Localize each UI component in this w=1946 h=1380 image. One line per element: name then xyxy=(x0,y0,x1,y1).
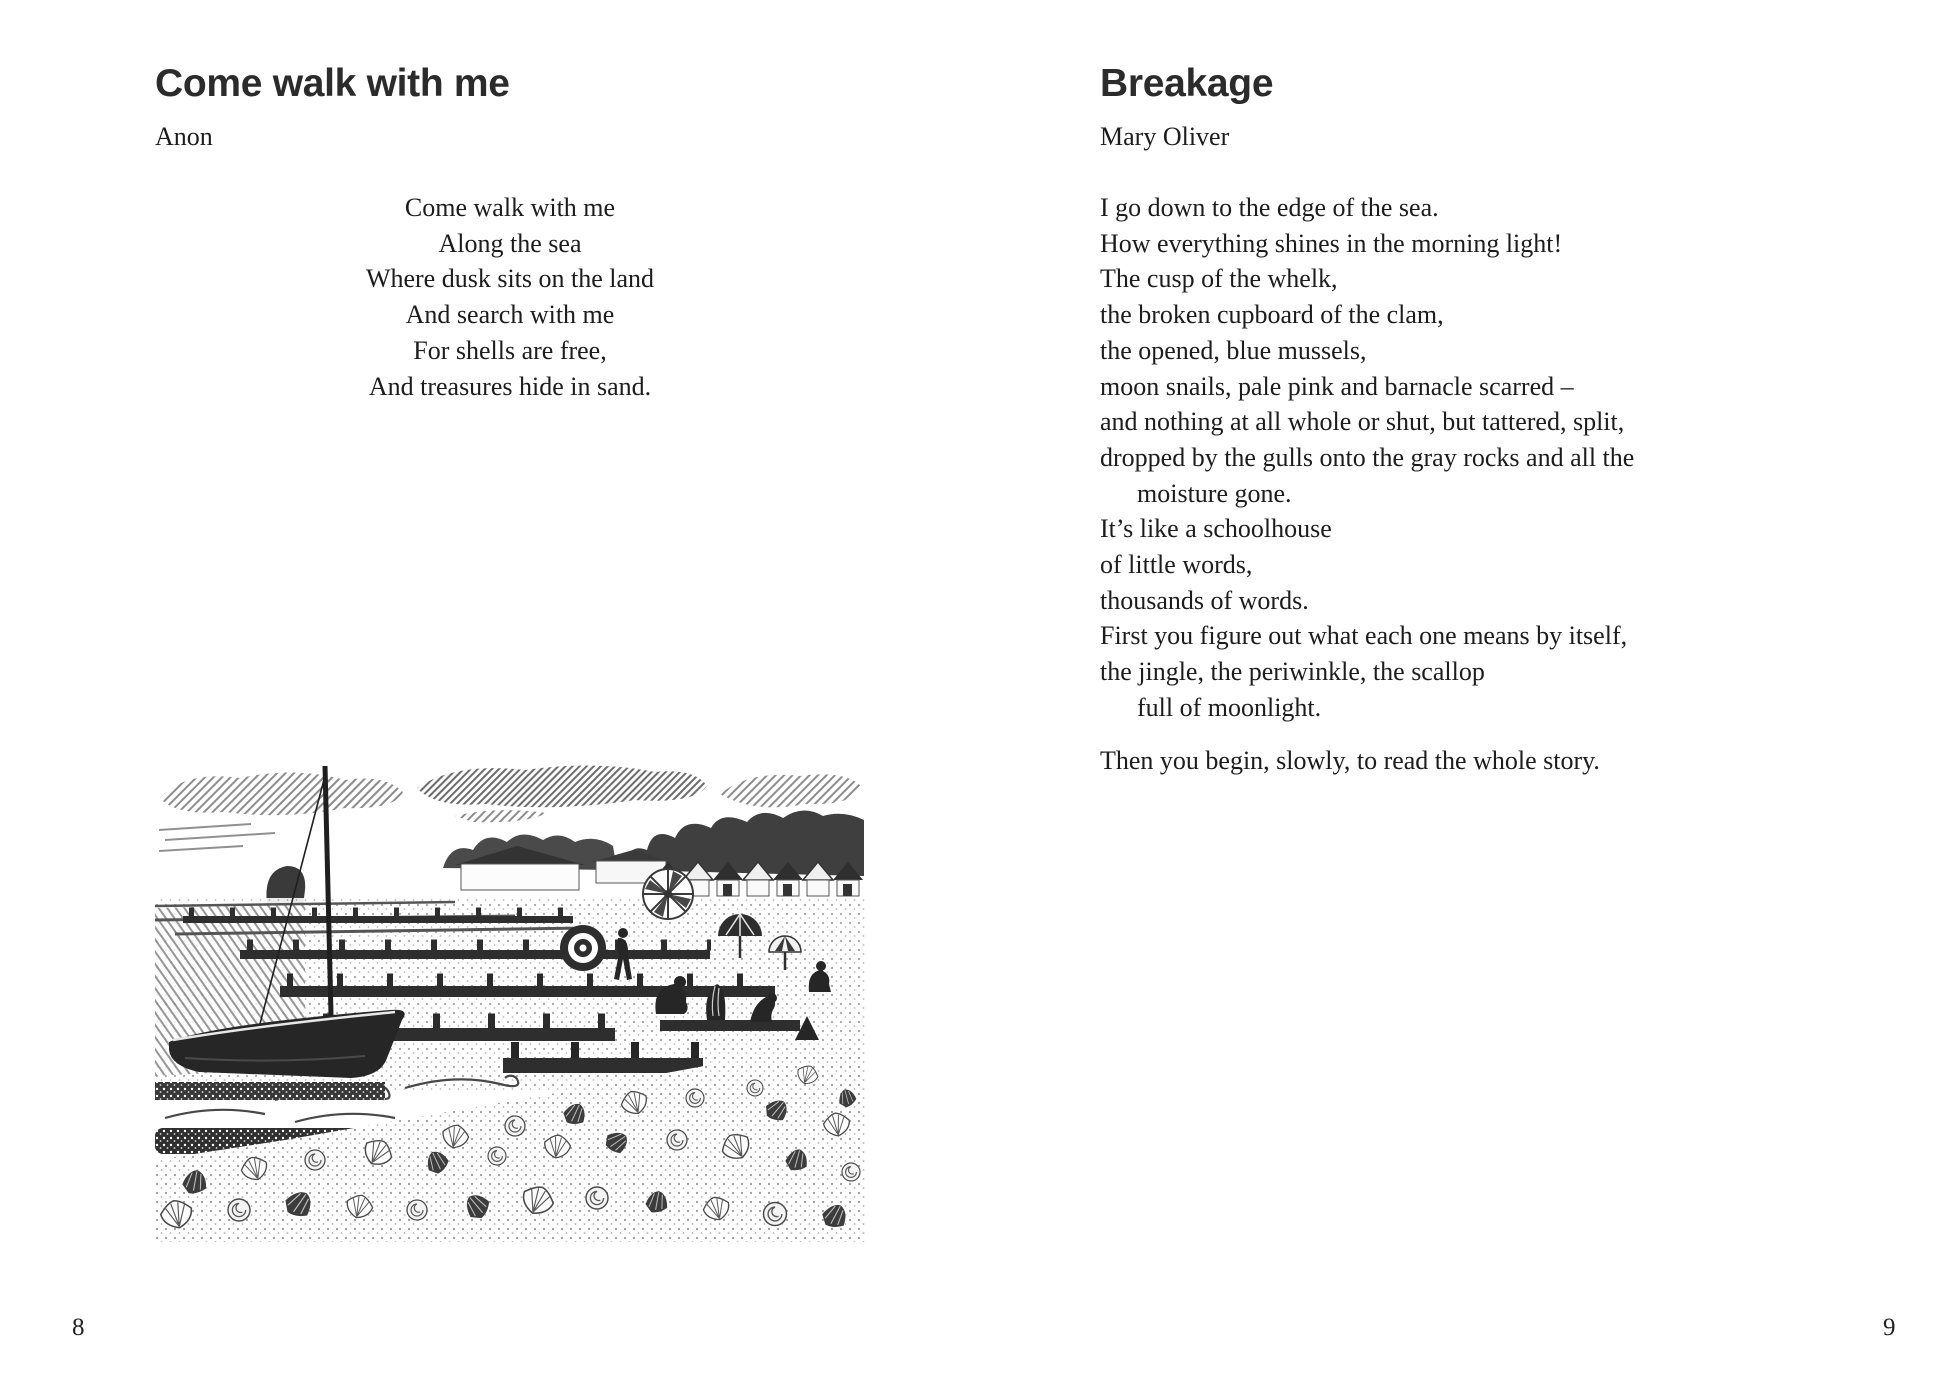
pinwheel xyxy=(643,869,693,919)
poem-author-right: Mary Oliver xyxy=(1100,122,1230,151)
poem-line: I go down to the edge of the sea. xyxy=(1100,193,1439,222)
beach-woodcut-illustration xyxy=(155,758,865,1242)
poem-body-right xyxy=(1100,190,1840,778)
poem-title-left: Come walk with me xyxy=(155,62,510,105)
poem-line: the opened, blue mussels, xyxy=(1100,335,1367,365)
poem-line: the jingle, the periwinkle, the scallop xyxy=(1100,657,1485,687)
poem-author-left: Anon xyxy=(155,122,213,151)
poem-line: moon snails, pale pink and barnacle scarred – xyxy=(1100,371,1574,401)
poem-line: For shells are free, xyxy=(413,335,607,365)
poem-title-right: Breakage xyxy=(1100,62,1274,105)
poem-line: First you figure out what each one means by itself, xyxy=(1100,621,1628,651)
poem-body-left xyxy=(155,190,865,404)
poem-line: How everything shines in the morning light! xyxy=(1100,228,1563,258)
poem-line: And treasures hide in sand. xyxy=(368,371,652,401)
poem-line: Along the sea xyxy=(438,228,582,258)
poem-line: Then you begin, slowly, to read the whole story. xyxy=(1100,745,1600,775)
poem-line: full of moonlight. xyxy=(1137,692,1322,722)
poem-line: and nothing at all whole or shut, but tattered, split, xyxy=(1100,407,1625,437)
poem-line: Where dusk sits on the land xyxy=(365,264,655,294)
poem-line: The cusp of the whelk, xyxy=(1100,264,1338,294)
poem-line: the broken cupboard of the clam, xyxy=(1100,300,1444,330)
page-number-right: 9 xyxy=(1883,1314,1896,1341)
poem-line: moisture gone. xyxy=(1137,478,1292,508)
poem-line: Come walk with me xyxy=(404,193,616,222)
poem-line: of little words, xyxy=(1100,550,1253,580)
page-number-left: 8 xyxy=(72,1314,85,1341)
poem-line: thousands of words. xyxy=(1100,585,1309,615)
poem-line: And search with me xyxy=(405,300,615,330)
lifebuoy-target xyxy=(560,925,606,971)
poem-line: dropped by the gulls onto the gray rocks and all the xyxy=(1100,442,1635,472)
page-right xyxy=(973,0,1946,1380)
poem-line: It’s like a schoolhouse xyxy=(1100,514,1332,544)
barn-body xyxy=(461,864,579,890)
